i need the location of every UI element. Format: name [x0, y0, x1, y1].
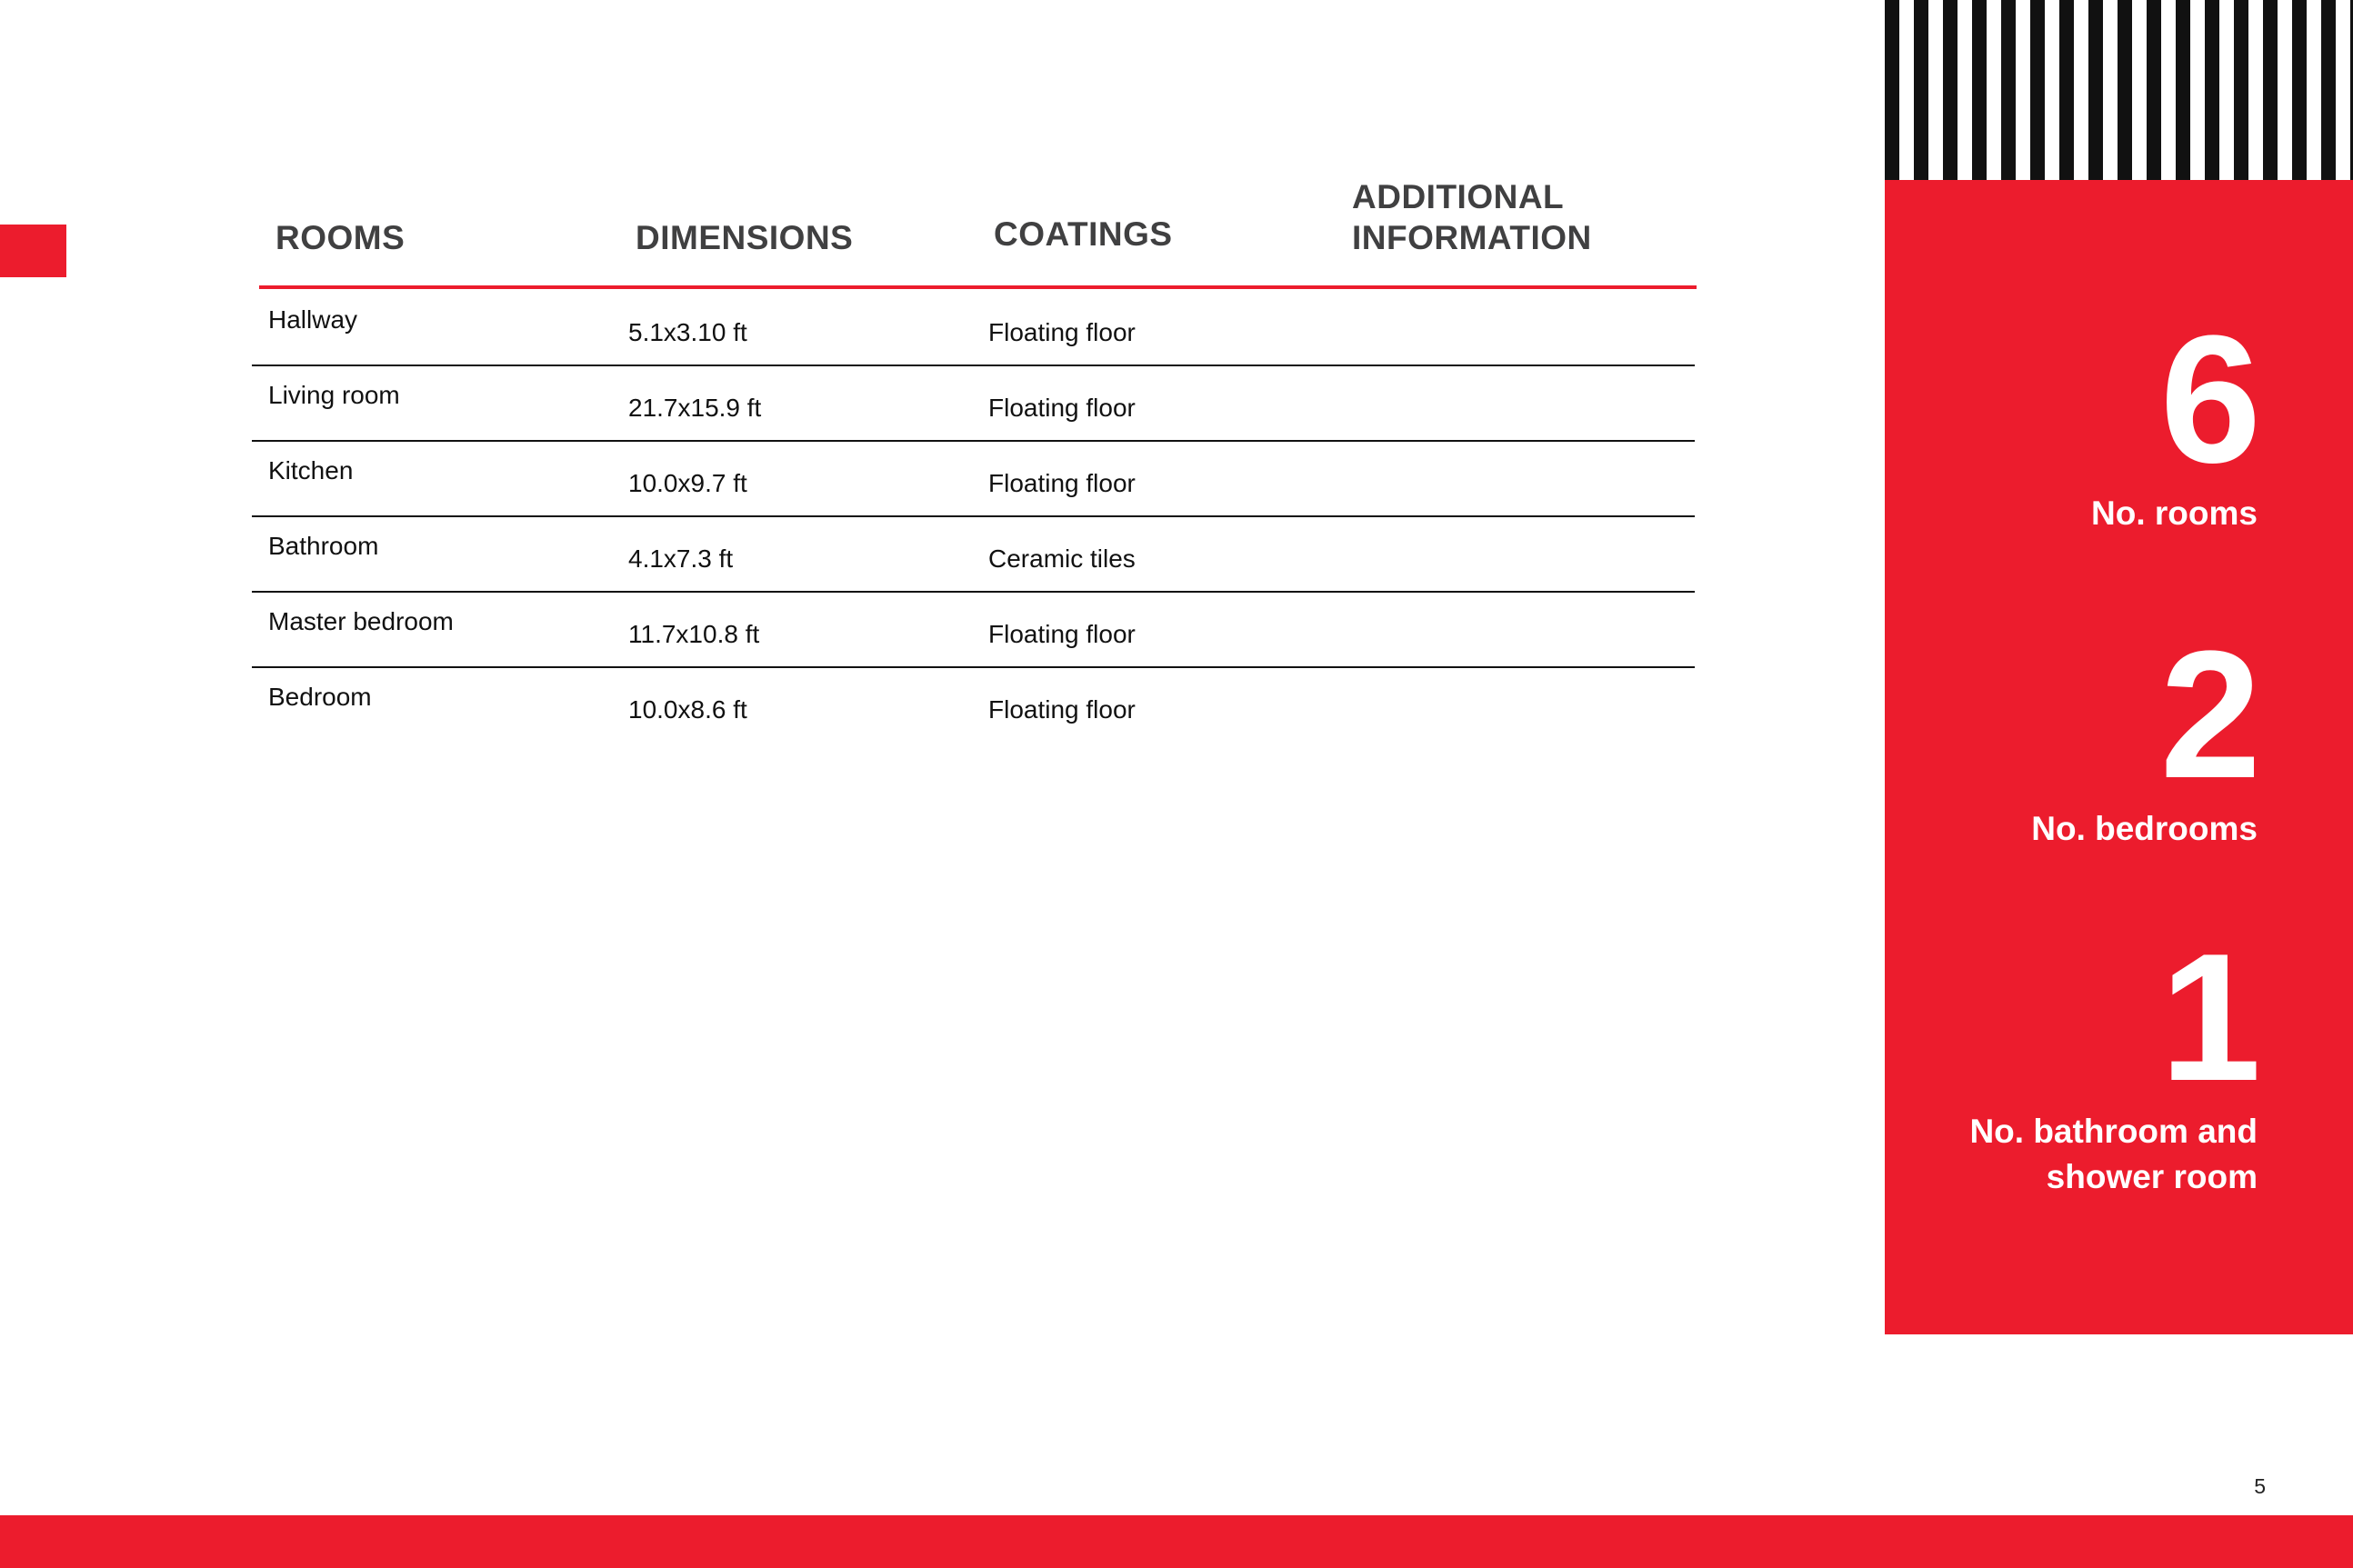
striped-decoration: [1885, 0, 2353, 180]
cell-dimensions: 11.7x10.8 ft: [628, 620, 760, 648]
stat-label: No. rooms: [2091, 494, 2258, 532]
stat-bathrooms: [1948, 916, 2258, 1200]
cell-room: Hallway: [268, 305, 358, 334]
cell-room: Bathroom: [268, 532, 379, 560]
cell-room: Living room: [268, 381, 400, 409]
header-additional-information: ADDITIONAL INFORMATION: [1352, 178, 1592, 256]
cell-dimensions: 10.0x8.6 ft: [628, 695, 747, 724]
stat-value: 6: [2159, 298, 2258, 501]
cell-coating: Floating floor: [988, 620, 1136, 648]
cell-room: Master bedroom: [268, 607, 454, 635]
rooms-table: [252, 173, 1695, 738]
cell-dimensions: 10.0x9.7 ft: [628, 469, 747, 497]
stat-value: 2: [2159, 614, 2258, 816]
cell-coating: Floating floor: [988, 469, 1136, 497]
table-row: [252, 291, 1695, 366]
stat-value: 1: [2159, 916, 2258, 1119]
cell-dimensions: 4.1x7.3 ft: [628, 544, 734, 573]
cell-dimensions: 5.1x3.10 ft: [628, 318, 747, 346]
table-row: [252, 593, 1695, 668]
header-coatings: COATINGS: [994, 215, 1173, 253]
header-rule: [259, 285, 1697, 289]
cell-coating: Floating floor: [988, 695, 1136, 724]
bottom-accent-bar: [0, 1515, 2353, 1568]
cell-coating: Floating floor: [988, 318, 1136, 346]
cell-room: Bedroom: [268, 683, 372, 711]
table-row: [252, 668, 1695, 742]
stat-label: No. bathroom and shower room: [1969, 1113, 2258, 1195]
cell-coating: Ceramic tiles: [988, 544, 1136, 573]
table-row: [252, 366, 1695, 442]
stat-label: No. bedrooms: [2031, 810, 2258, 847]
stat-rooms: [2091, 298, 2258, 536]
table-header: [252, 173, 1695, 287]
cell-room: Kitchen: [268, 456, 354, 484]
header-dimensions: DIMENSIONS: [636, 219, 854, 256]
page-number: 5: [2254, 1474, 2266, 1498]
table-row: [252, 442, 1695, 517]
cell-coating: Floating floor: [988, 394, 1136, 422]
table-row: [252, 517, 1695, 593]
table-body: [252, 291, 1695, 742]
cell-dimensions: 21.7x15.9 ft: [628, 394, 762, 422]
header-rooms: ROOMS: [275, 219, 406, 256]
stat-bedrooms: [2031, 614, 2258, 852]
left-accent-tab: [0, 225, 66, 277]
